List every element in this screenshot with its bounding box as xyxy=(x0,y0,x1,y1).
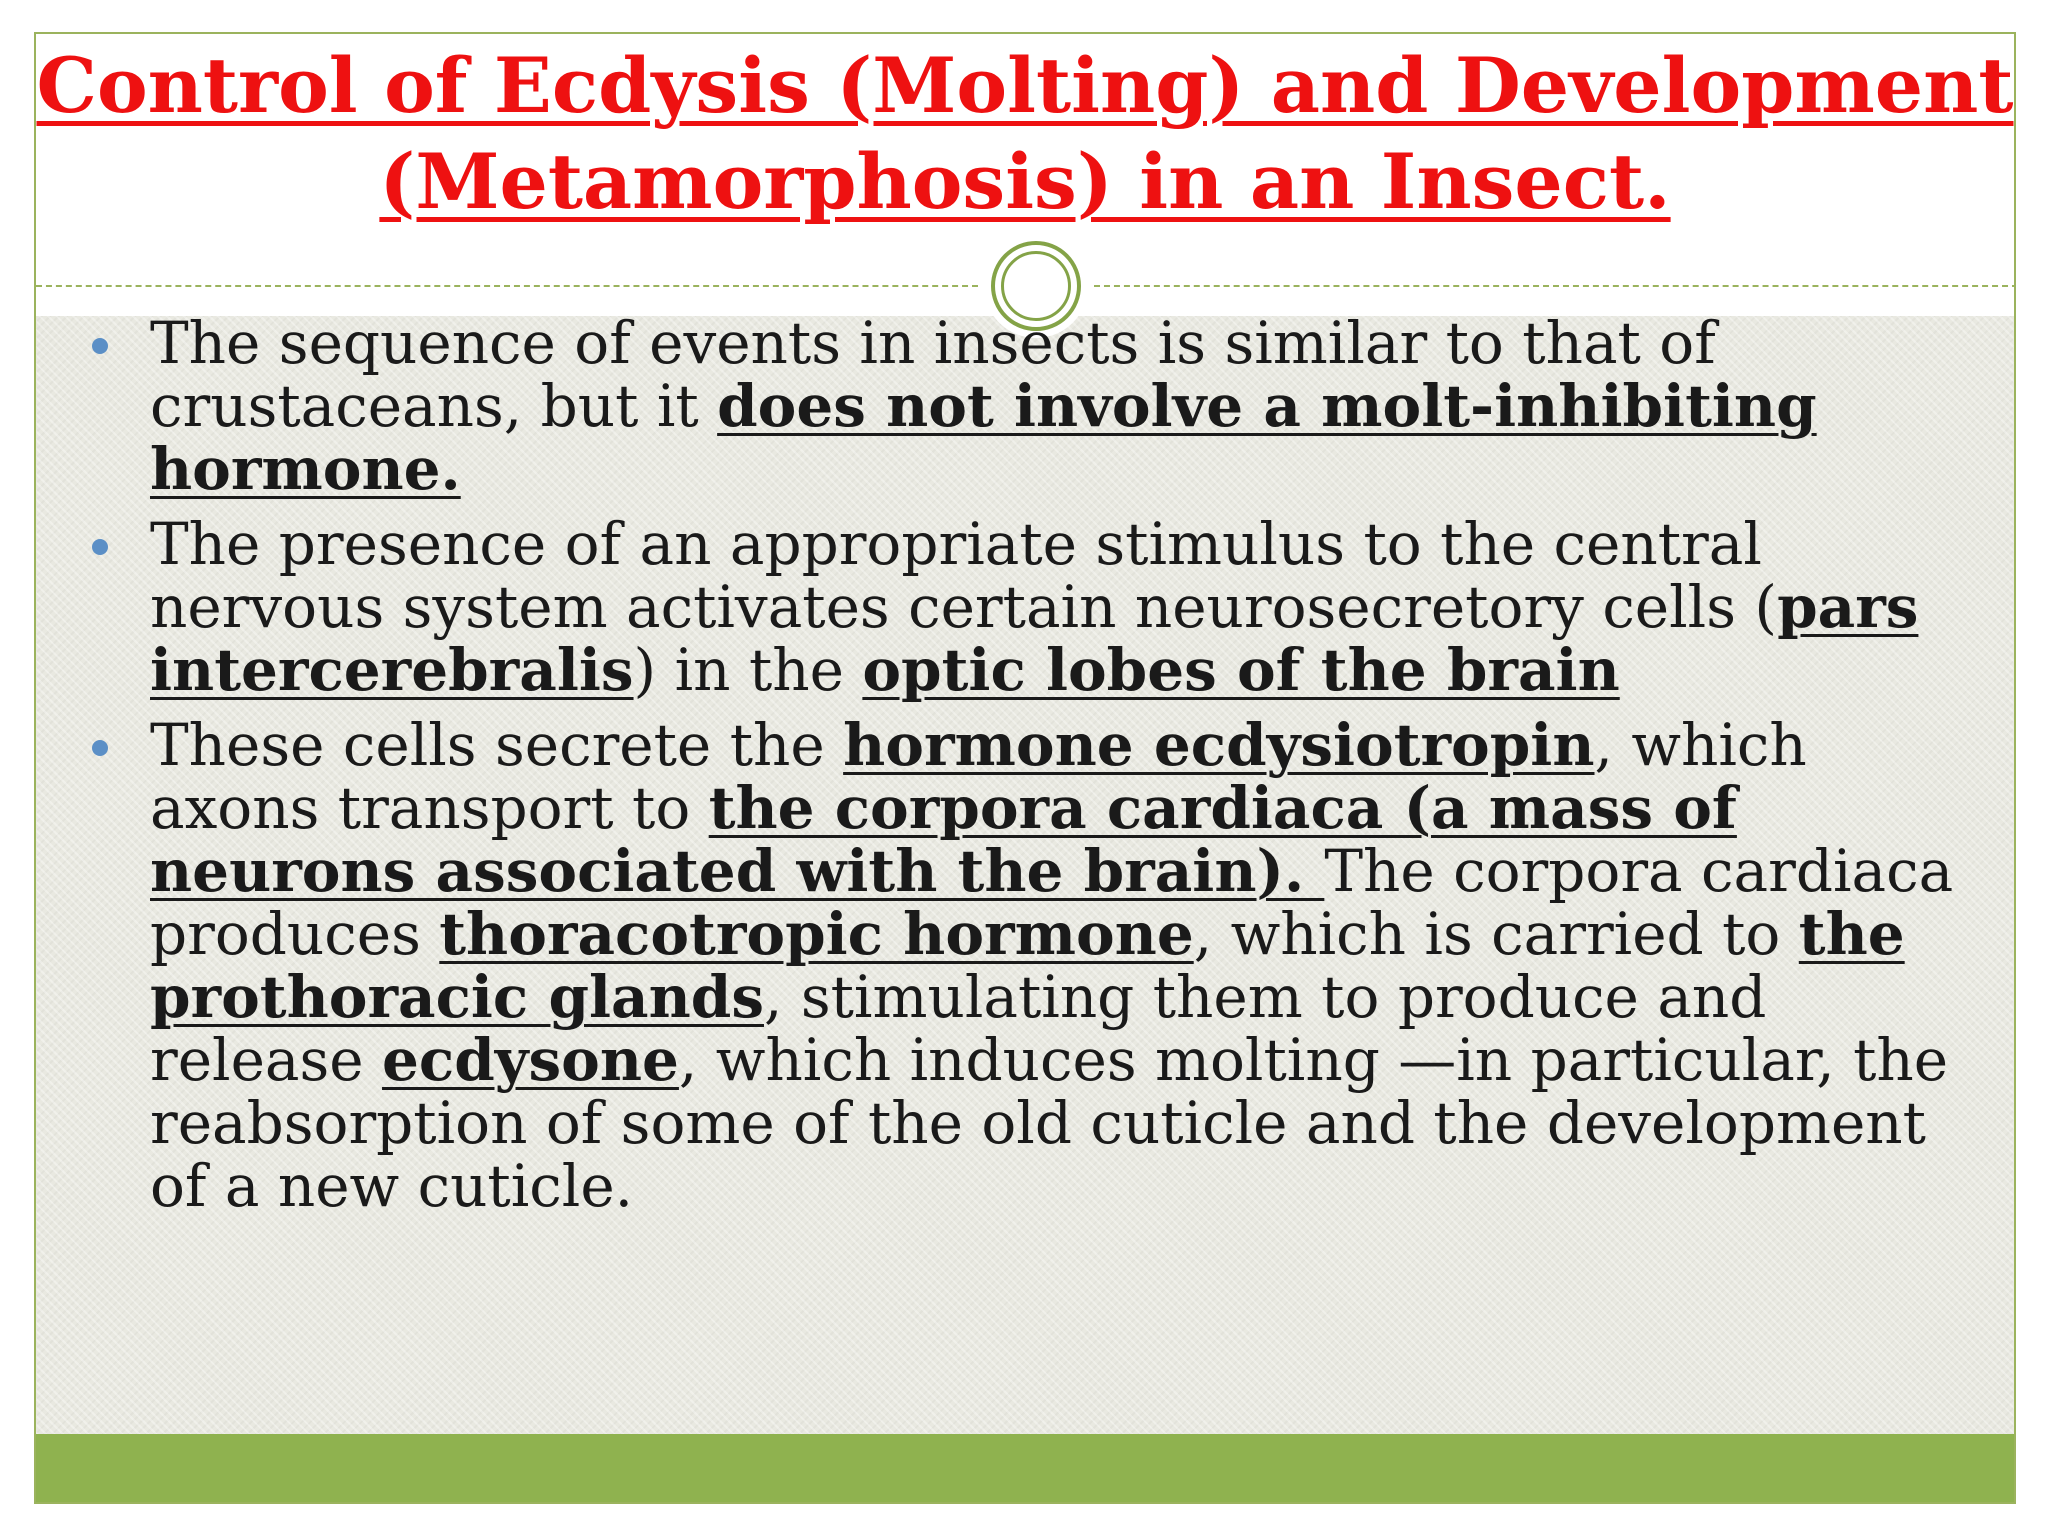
bullet-dot-icon xyxy=(92,338,108,354)
slide-title: Control of Ecdysis (Molting) and Development (Metamorphosis) in an Insect. xyxy=(36,41,2014,226)
bullet-text: The corpora cardiaca produces xyxy=(150,837,1954,968)
divider-right xyxy=(1094,285,2016,287)
bottom-accent-bar xyxy=(36,1434,2014,1504)
divider-left xyxy=(36,285,978,287)
bullet-item xyxy=(118,510,1958,704)
bullet-highlight: does not involve a molt-inhibiting hormone. xyxy=(150,372,1817,503)
bullet-text: These cells secrete the xyxy=(150,711,844,779)
bullet-text: , stimulating them to produce and release xyxy=(150,963,1767,1094)
bullet-text: The presence of an appropriate stimulus to the central nervous system activates certain neurosecretory cells ( xyxy=(150,510,1778,641)
bullet-highlight: pars intercerebralis xyxy=(150,573,1919,704)
bullet-text: , which induces molting —in particular, the reabsorption of some of the old cuticle and the development of a new cuticle. xyxy=(150,1026,1949,1220)
bullet-highlight: hormone ecdysiotropin xyxy=(843,711,1595,779)
bullet-text: The sequence of events in insects is similar to that of crustaceans, but it xyxy=(150,309,1716,440)
bullet-text: , which is carried to xyxy=(1193,900,1799,968)
bullet-highlight: the corpora cardiaca (a mass of neurons associated with the brain). xyxy=(150,774,1737,905)
bullet-highlight: thoracotropic hormone xyxy=(439,900,1194,968)
bullet-highlight: optic lobes of the brain xyxy=(862,636,1620,704)
bullet-highlight: the prothoracic glands xyxy=(150,900,1905,1031)
bullet-item xyxy=(118,711,1958,1220)
bullet-text: ) in the xyxy=(633,636,863,704)
bullet-item xyxy=(118,309,1958,503)
bullet-text: , which axons transport to xyxy=(150,711,1807,842)
bullet-dot-icon xyxy=(92,539,108,555)
bullet-highlight: ecdysone xyxy=(382,1026,679,1094)
bullet-list xyxy=(118,309,1958,1230)
bullet-dot-icon xyxy=(92,740,108,756)
